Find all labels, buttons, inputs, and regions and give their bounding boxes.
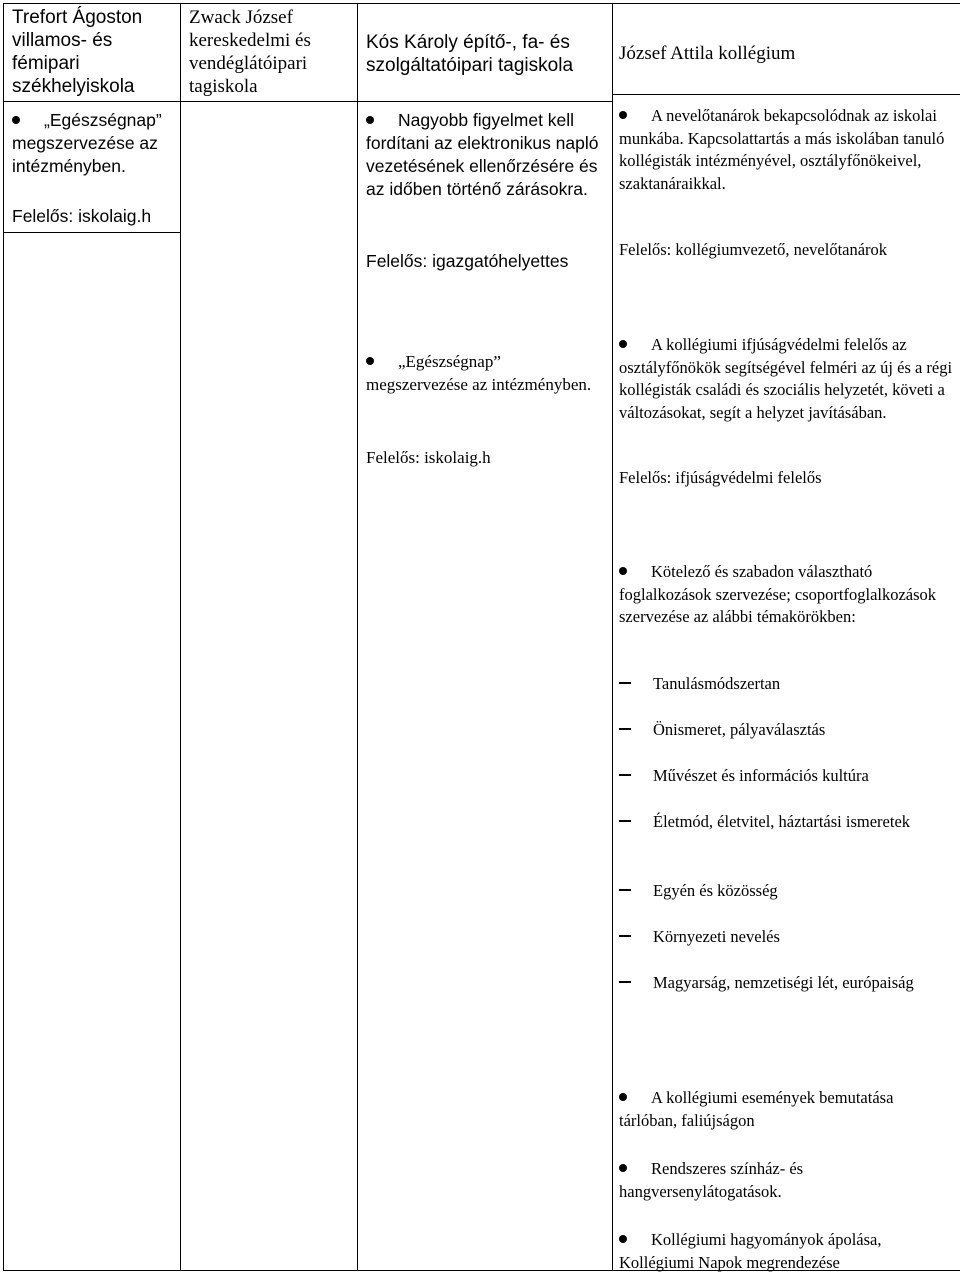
list-item <box>619 105 955 195</box>
bullet-icon <box>619 1093 627 1101</box>
bullet-icon <box>366 116 374 124</box>
list-item <box>619 1158 955 1203</box>
list-item <box>366 109 606 201</box>
column-header-trefort: Trefort Ágoston villamos- és fémipari székhelyiskola <box>12 6 177 98</box>
dash-icon <box>619 820 631 822</box>
bullet-icon <box>619 1164 627 1172</box>
column-kos-karoly <box>358 4 613 1271</box>
responsible-label: Felelős: iskolaig.h <box>366 446 606 469</box>
column-header-jozsef-attila: József Attila kollégium <box>619 42 955 65</box>
list-item-text: „Egészségnap” megszervezése az intézményben. <box>366 352 591 394</box>
topic-item <box>619 880 955 903</box>
list-item <box>366 350 606 396</box>
topic-text: Magyarság, nemzetiségi lét, európaiság <box>653 973 914 992</box>
list-item <box>619 561 955 629</box>
list-item-text: Rendszeres színház- és hangversenylátogatások. <box>619 1159 803 1201</box>
header-divider <box>4 101 180 102</box>
dash-icon <box>619 981 631 983</box>
column-header-kos-karoly: Kós Károly építő-, fa- és szolgáltatóipari tagiskola <box>366 31 606 77</box>
topic-item <box>619 719 955 742</box>
header-divider <box>613 94 960 95</box>
dash-icon <box>619 682 631 684</box>
bullet-icon <box>619 111 627 119</box>
dash-icon <box>619 889 631 891</box>
list-item-text: A nevelőtanárok bekapcsolódnak az iskolai munkába. Kapcsolattartás a más iskolában tanuló kollégisták intézményével, osztályfőnökeivel, szaktanáraikkal. <box>619 106 944 193</box>
dash-icon <box>619 935 631 937</box>
responsible-label: Felelős: kollégiumvezető, nevelőtanárok <box>619 239 955 262</box>
column-zwack <box>181 4 358 1271</box>
responsible-label: Felelős: iskolaig.h <box>12 205 177 228</box>
bullet-icon <box>619 567 627 575</box>
bullet-icon <box>12 116 20 124</box>
school-plan-table <box>3 3 960 1271</box>
list-item-text: Kötelező és szabadon választható foglalkozások szervezése; csoportfoglalkozások szervezése az alábbi témakörökben: <box>619 562 936 626</box>
list-item-text: „Egészségnap” megszervezése az intézményben. <box>12 110 162 176</box>
bullet-icon <box>366 357 374 365</box>
topic-item <box>619 972 955 995</box>
column-jozsef-attila <box>613 4 960 1271</box>
list-item <box>619 1087 955 1132</box>
topic-text: Életmód, életvitel, háztartási ismeretek <box>653 812 910 831</box>
column-header-zwack: Zwack József kereskedelmi és vendéglátóipari tagiskola <box>189 6 354 98</box>
list-item <box>12 109 177 178</box>
topic-text: Egyén és közösség <box>653 881 778 900</box>
bullet-icon <box>619 1235 627 1243</box>
list-item <box>619 1229 955 1274</box>
dash-icon <box>619 728 631 730</box>
bullet-icon <box>619 340 627 348</box>
topic-text: Tanulásmódszertan <box>653 674 780 693</box>
list-item-text: Kollégiumi hagyományok ápolása, Kollégiumi Napok megrendezése <box>619 1230 882 1272</box>
list-item-text: Nagyobb figyelmet kell fordítani az elektronikus napló vezetésének ellenőrzésére és az időben történő zárásokra. <box>366 110 599 199</box>
topic-item <box>619 811 955 834</box>
topic-item <box>619 926 955 949</box>
topic-item <box>619 673 955 696</box>
topic-text: Önismeret, pályaválasztás <box>653 720 825 739</box>
topic-item <box>619 765 955 788</box>
topic-text: Környezeti nevelés <box>653 927 780 946</box>
list-item-text: A kollégiumi ifjúságvédelmi felelős az osztályfőnökök segítségével felméri az új és a régi kollégisták családi és szociális helyzetét, követi a változásokat, segít a helyzet javításában. <box>619 335 952 422</box>
responsible-label: Felelős: ifjúságvédelmi felelős <box>619 467 955 490</box>
topic-text: Művészet és információs kultúra <box>653 766 869 785</box>
list-item <box>619 334 955 424</box>
responsible-label: Felelős: igazgatóhelyettes <box>366 250 606 273</box>
header-divider <box>181 101 357 102</box>
dash-icon <box>619 774 631 776</box>
row-divider <box>4 232 180 233</box>
header-divider <box>358 101 612 102</box>
list-item-text: A kollégiumi események bemutatása tárlóban, faliújságon <box>619 1088 893 1130</box>
column-trefort <box>4 4 181 1271</box>
